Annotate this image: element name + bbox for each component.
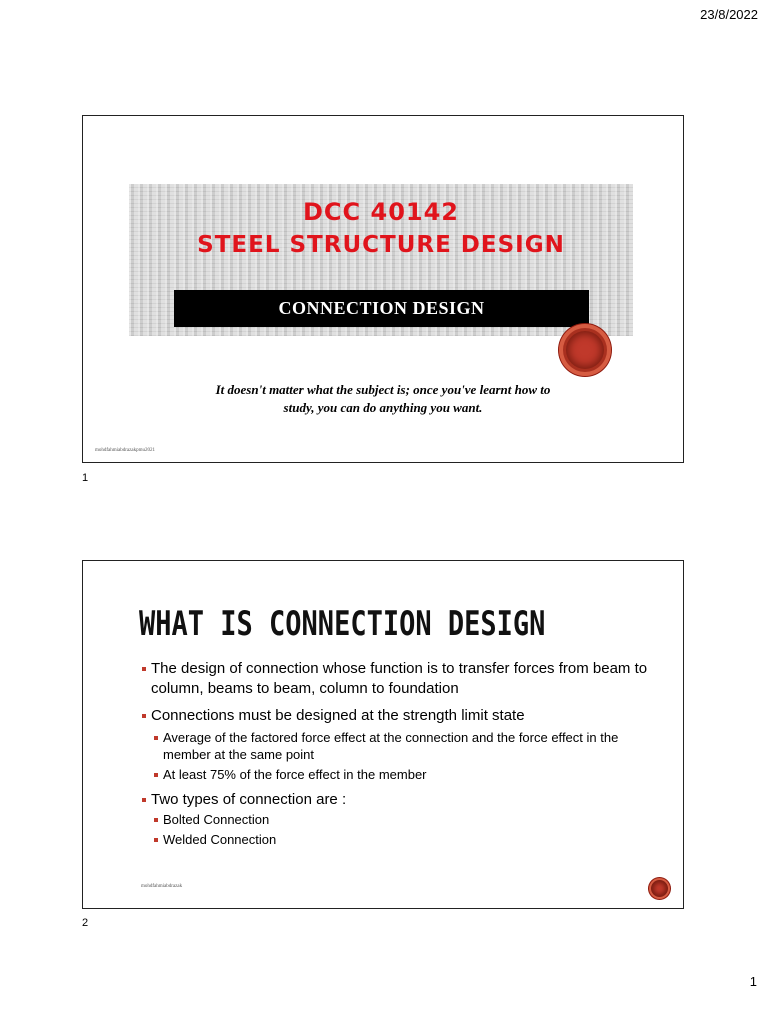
page-number: 1 [749,974,757,989]
sub-bullet-text: Welded Connection [163,832,277,847]
bullet-text: Two types of connection are : [151,791,347,808]
sub-bullet-item [141,729,661,763]
quote-line-2: study, you can do anything you want. [283,400,483,415]
slide-footer: mohdfahmiabdrazak [141,884,183,889]
bullet-item [141,790,661,810]
bullet-list [141,659,661,851]
slide-number-2: 2 [82,917,89,929]
sub-bullet-text: At least 75% of the force effect in the member [163,767,427,782]
course-name: STEEL STRUCTURE DESIGN [197,232,565,258]
course-code: DCC 40142 [303,198,459,226]
sub-bullet-item [141,831,661,848]
page-date: 23/8/2022 [700,7,758,22]
title-banner [129,184,633,336]
decorative-circle-icon [559,324,611,376]
bullet-square-icon [154,736,158,740]
quote [153,381,613,417]
bullet-square-icon [142,798,146,802]
sub-bullet-text: Average of the factored force effect at the connection and the force effect in the member at the same point [163,730,619,762]
bullet-square-icon [142,667,146,671]
quote-line-1: It doesn't matter what the subject is; once you've learnt how to [215,382,551,397]
sub-bullet-text: Bolted Connection [163,812,270,827]
decorative-circle-icon [649,878,670,899]
bullet-square-icon [142,714,146,718]
bullet-square-icon [154,838,158,842]
bullet-text: The design of connection whose function is to transfer forces from beam to column, beams to beam, column to foundation [151,660,648,697]
bullet-item [141,706,661,726]
sub-bullet-item [141,811,661,828]
subtitle-bar: CONNECTION DESIGN [174,290,589,327]
bullet-text: Connections must be designed at the strength limit state [151,707,525,724]
slide-title: WHAT IS CONNECTION DESIGN [139,605,546,644]
slide-footer: mohdfahmiabdrazakpmu2021 [95,448,155,453]
bullet-item [141,659,661,699]
bullet-square-icon [154,818,158,822]
slide-number-1: 1 [82,472,89,484]
bullet-square-icon [154,773,158,777]
slide-1 [82,115,684,463]
sub-bullet-item [141,766,661,783]
slide-2 [82,560,684,909]
